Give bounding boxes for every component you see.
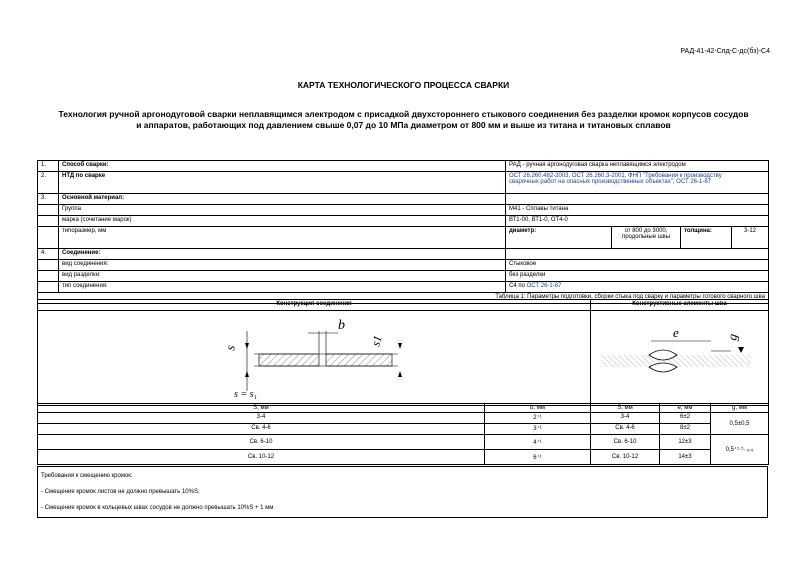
- cell-e: 14±3: [660, 450, 711, 465]
- ntd-line-1: ОСТ 26.260.482-2003, ОСТ 26.260.3-2001, ФНП "Требования к производству: [509, 173, 722, 179]
- joint-kind-prefix: С4 по: [509, 283, 525, 289]
- label-diameter: диаметр:: [506, 227, 612, 249]
- label-joint: Соединение:: [59, 249, 506, 260]
- cell-e: 6±2: [660, 413, 711, 424]
- requirements-block: [38, 467, 768, 518]
- empty-cell: [38, 205, 59, 216]
- row-num: 2.: [38, 172, 59, 194]
- params-header: [38, 404, 769, 413]
- label-groove: вид разделки:: [59, 271, 506, 282]
- row-num: 1.: [38, 161, 59, 172]
- cell-e: 12±3: [660, 435, 711, 450]
- joint-drawing: [38, 311, 591, 403]
- cell-s2: 3-4: [591, 413, 660, 424]
- requirements-title: Требования к смещению кромок:: [41, 473, 133, 479]
- cell-b: 3⁺¹: [485, 424, 591, 435]
- row-joint-kind: [38, 282, 769, 293]
- subtitle-line-1: Технология ручной аргонодуговой сварки неплавящимся электродом с присадкой двухстороннего стыкового соединения без разделки кромок корпусов сосудов: [58, 109, 749, 119]
- table-caption: Таблица 1: Параметры подготовки, сборки стыка под сварку и параметры готового сварного шва: [38, 293, 769, 304]
- value-joint-type: Стыковое: [506, 260, 769, 271]
- empty-cell: [38, 282, 59, 293]
- cell-s2: Св. 10-12: [591, 450, 660, 465]
- row-num: 3.: [38, 194, 59, 205]
- requirement-item: - Смещение кромок листов не должно превышать 10%S;: [41, 489, 200, 495]
- weld-drawing: [591, 311, 769, 403]
- weld-sketch: [591, 311, 769, 406]
- subtitle-line-2: и аппаратов, работающих под давлением свыше 0,07 до 10 МПа диаметром от 800 мм и выше из титана и титановых сплавов: [136, 120, 671, 130]
- label-e: e: [673, 325, 679, 340]
- label-thickness: толщина:: [681, 227, 732, 249]
- value-ntd[interactable]: [506, 172, 769, 194]
- sketch-table: [37, 299, 769, 406]
- header-s2: S, мм: [591, 404, 660, 413]
- table-row: [38, 424, 769, 435]
- diameter-line-2: продольные швы: [621, 234, 671, 240]
- cell-b: 6⁺¹: [485, 450, 591, 465]
- document-code: РАД-41-42-Спд-С-дс(бз)-С4: [680, 48, 770, 55]
- label-group: Группа: [59, 205, 506, 216]
- label-b: b: [338, 318, 345, 333]
- value-joint-kind: [506, 282, 769, 293]
- cell-s2: Св. 4-6: [591, 424, 660, 435]
- table-row: [38, 435, 769, 450]
- label-s: s: [222, 343, 238, 352]
- value-welding-method: РАД - ручная аргонодуговая сварка неплавящимся электродом: [506, 161, 769, 172]
- label-size: типоразмер, мм: [59, 227, 506, 249]
- label-ntd: НТД по сварке: [59, 172, 506, 194]
- value-thickness: 3-12: [732, 227, 769, 249]
- joint-kind-link[interactable]: ОСТ 26-1-87: [526, 283, 562, 289]
- diameter-line-1: от 800 до 3000,: [624, 228, 668, 234]
- info-table: [37, 160, 769, 304]
- row-grade: [38, 216, 769, 227]
- cell-s2: Св. 6-10: [591, 435, 660, 450]
- cell-b: 2⁺¹: [485, 413, 591, 424]
- cell-g-1: 0,5±0,5: [711, 413, 769, 435]
- row-num: 4.: [38, 249, 59, 260]
- label-welding-method: Способ сварки:: [59, 161, 506, 172]
- right-plate: [326, 354, 392, 366]
- value-diameter: [612, 227, 681, 249]
- sketch-left-title: Конструкция соединения: [38, 300, 591, 311]
- row-group: [38, 205, 769, 216]
- row-material: [38, 194, 769, 205]
- ntd-line-2: сварочных работ на опасных производственных объектах", ОСТ 26-1-87: [509, 179, 711, 185]
- row-joint: [38, 249, 769, 260]
- empty-cell: [38, 271, 59, 282]
- empty-cell: [506, 194, 769, 205]
- row-ntd: [38, 172, 769, 194]
- label-equation: s = s₁: [234, 389, 258, 400]
- requirement-item: - Смещение кромок в кольцевых швах сосудов не должно превышать 10%S + 1 мм: [41, 505, 274, 511]
- empty-cell: [38, 216, 59, 227]
- page-subtitle: [30, 109, 777, 131]
- cell-s: Св. 10-12: [38, 450, 485, 465]
- label-joint-kind: тип соединения:: [59, 282, 506, 293]
- row-joint-type: [38, 260, 769, 271]
- header-s: S, мм: [38, 404, 485, 413]
- row-size: [38, 227, 769, 249]
- params-table: [37, 403, 769, 465]
- empty-cell: [506, 249, 769, 260]
- joint-sketch: [38, 311, 591, 406]
- table-row: [38, 413, 769, 424]
- requirements-table: [37, 466, 768, 518]
- label-material: Основной материал:: [59, 194, 506, 205]
- cell-b: 4⁺¹: [485, 435, 591, 450]
- empty-cell: [38, 227, 59, 249]
- empty-cell: [38, 260, 59, 271]
- cell-g-2: 0,5⁺¹·⁵₋₀.₅: [711, 435, 769, 465]
- cell-s: 3-4: [38, 413, 485, 424]
- label-joint-type: вид соединения:: [59, 260, 506, 271]
- sketch-right-title: Конструктивные элементы шва: [591, 300, 769, 311]
- cell-s: Св. 4-6: [38, 424, 485, 435]
- table-row: [38, 450, 769, 465]
- page-title: КАРТА ТЕХНОЛОГИЧЕСКОГО ПРОЦЕССА СВАРКИ: [297, 80, 510, 90]
- cell-s: Св. 6-10: [38, 435, 485, 450]
- header-g: g, мм: [711, 404, 769, 413]
- value-groove: без разделки: [506, 271, 769, 282]
- header-b: b, мм: [485, 404, 591, 413]
- label-grade: марка (сочетание марок): [59, 216, 506, 227]
- value-grade: ВТ1-00, ВТ1-0, ОТ4-0: [506, 216, 769, 227]
- header-e: е, мм: [660, 404, 711, 413]
- value-group: М41 - Сплавы титана: [506, 205, 769, 216]
- cell-e: 8±2: [660, 424, 711, 435]
- left-plate: [259, 354, 319, 366]
- label-g: g: [724, 332, 741, 342]
- row-groove: [38, 271, 769, 282]
- row-welding-method: [38, 161, 769, 172]
- label-s1: s1: [368, 333, 385, 348]
